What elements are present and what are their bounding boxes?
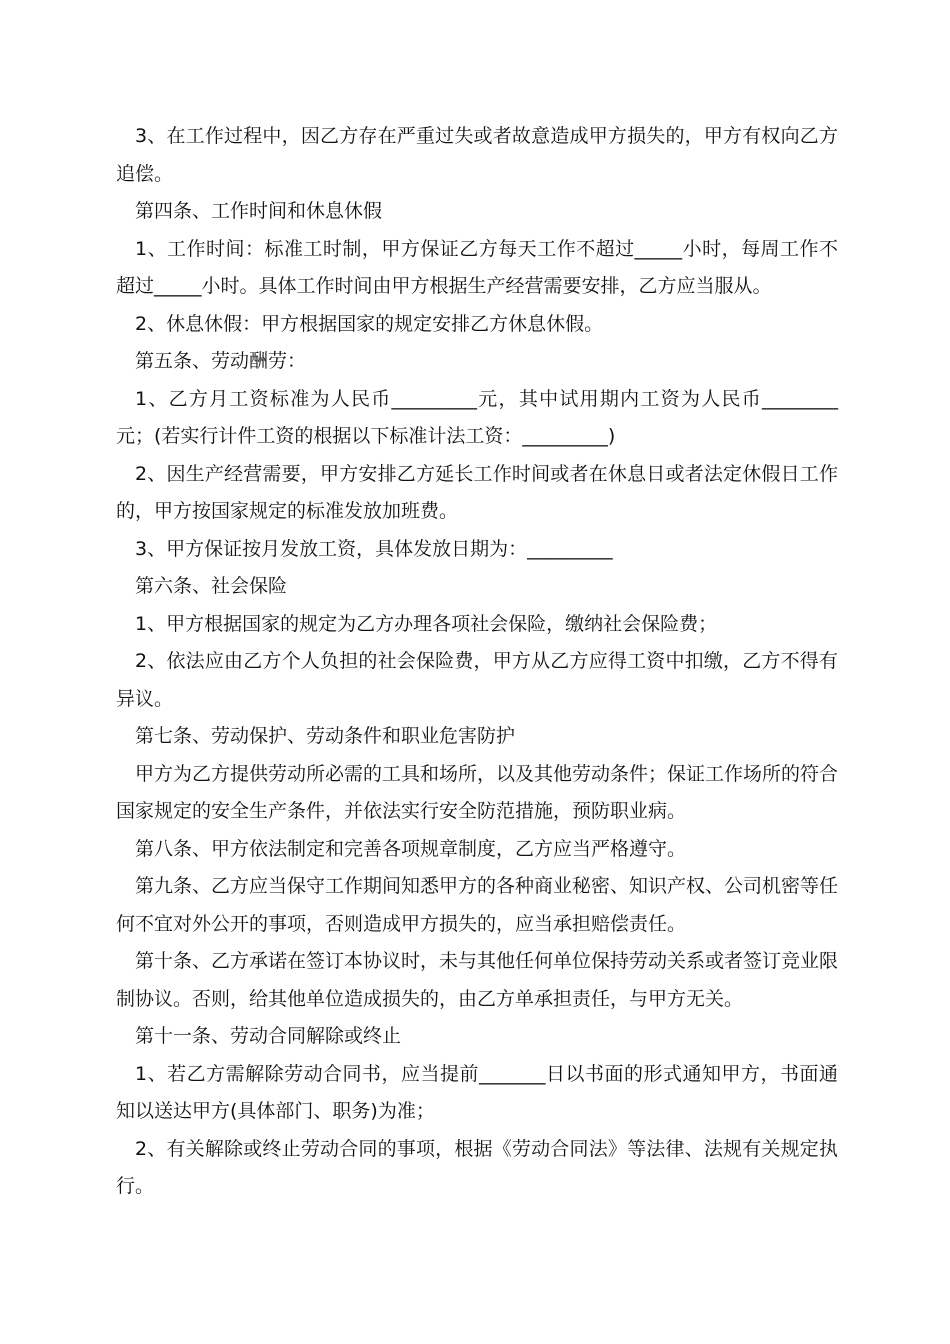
clause-termination-law: 2、有关解除或终止劳动合同的事项，根据《劳动合同法》等法律、法规有关规定执行。 bbox=[116, 1137, 838, 1197]
clause-labor-protection: 甲方为乙方提供劳动所必需的工具和场所，以及其他劳动条件；保证工作场所的符合国家规定的安全生产条件，并依法实行安全防范措施，预防职业病。 bbox=[116, 762, 839, 822]
clause-3-compensation: 3、在工作过程中，因乙方存在严重过失或者故意造成甲方损失的，甲方有权向乙方追偿。 bbox=[116, 125, 838, 185]
clause-social-insurance: 1、甲方根据国家的规定为乙方办理各项社会保险，缴纳社会保险费； bbox=[135, 612, 718, 635]
clause-termination-notice: 1、若乙方需解除劳动合同书，应当提前_______日以书面的形式通知甲方，书面通知以送达甲方(具体部门、职务)为准； bbox=[116, 1062, 838, 1122]
clause-insurance-deduction: 2、依法应由乙方个人负担的社会保险费，甲方从乙方应得工资中扣缴，乙方不得有异议。 bbox=[116, 650, 838, 710]
article-7-heading: 第七条、劳动保护、劳动条件和职业危害防护 bbox=[135, 725, 516, 747]
article-6-heading: 第六条、社会保险 bbox=[135, 575, 288, 597]
article-9: 第九条、乙方应当保守工作期间知悉甲方的各种商业秘密、知识产权、公司机密等任何不宜对外公开的事项，否则造成甲方损失的，应当承担赔偿责任。 bbox=[116, 875, 839, 935]
document-page bbox=[116, 118, 838, 1206]
article-8: 第八条、甲方依法制定和完善各项规章制度，乙方应当严格遵守。 bbox=[135, 837, 687, 860]
clause-working-hours: 1、工作时间：标准工时制，甲方保证乙方每天工作不超过_____小时，每周工作不超过_____小时。具体工作时间由甲方根据生产经营需要安排，乙方应当服从。 bbox=[116, 237, 838, 297]
clause-pay-date: 3、甲方保证按月发放工资，具体发放日期为：_________ bbox=[135, 537, 613, 560]
clause-rest-leave: 2、休息休假：甲方根据国家的规定安排乙方休息休假。 bbox=[135, 312, 604, 335]
clause-monthly-salary: 1、乙方月工资标准为人民币_________元，其中试用期内工资为人民币________元；(若实行计件工资的根据以下标准计法工资：_________) bbox=[116, 387, 838, 447]
article-5-heading: 第五条、劳动酬劳： bbox=[135, 350, 307, 372]
clause-overtime: 2、因生产经营需要，甲方安排乙方延长工作时间或者在休息日或者法定休假日工作的，甲方按国家规定的标准发放加班费。 bbox=[116, 462, 838, 522]
article-10: 第十条、乙方承诺在签订本协议时，未与其他任何单位保持劳动关系或者签订竞业限制协议。否则，给其他单位造成损失的，由乙方单承担责任，与甲方无关。 bbox=[116, 950, 839, 1010]
article-4-heading: 第四条、工作时间和休息休假 bbox=[135, 200, 383, 222]
article-11-heading: 第十一条、劳动合同解除或终止 bbox=[135, 1025, 402, 1047]
